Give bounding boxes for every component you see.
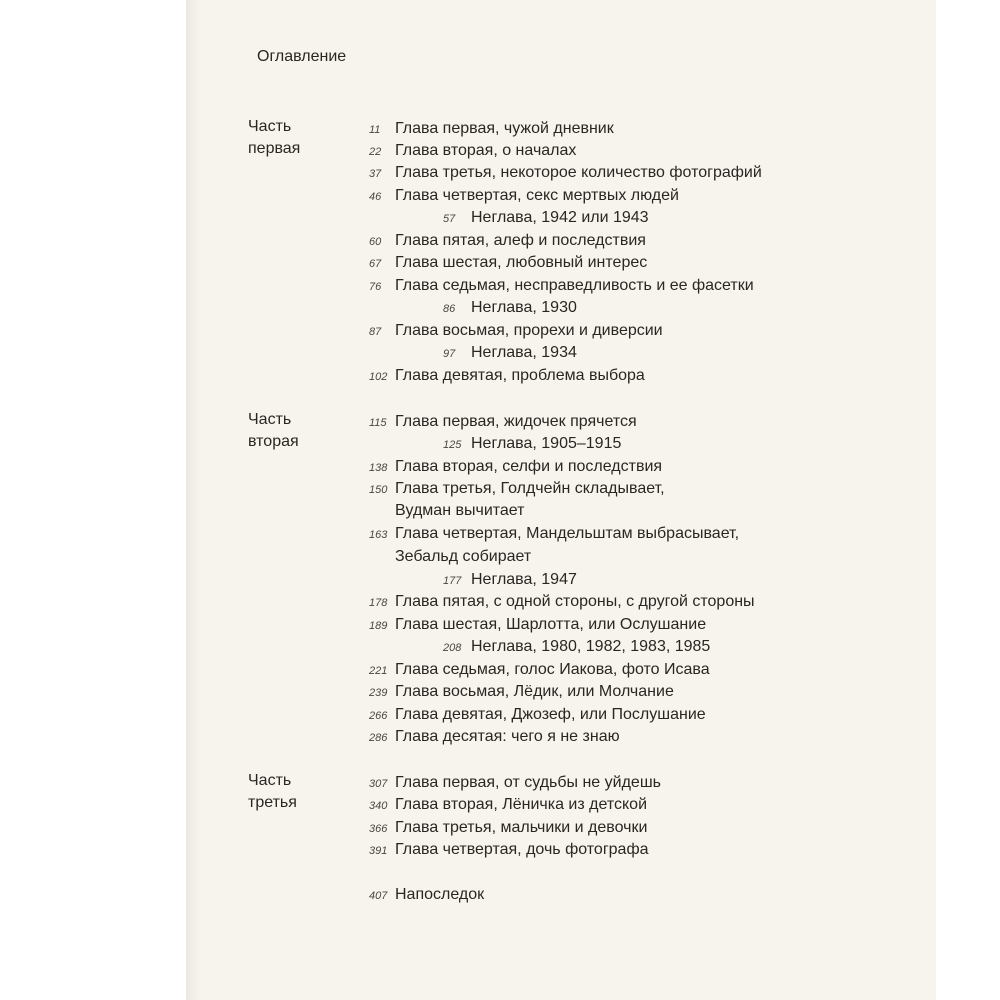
part-label-line1: Часть — [248, 118, 292, 135]
page-number: 177 — [443, 575, 462, 587]
part-3-label — [248, 770, 297, 814]
entry-text: Глава первая, жидочек прячется — [395, 413, 637, 430]
toc-entry-continuation — [395, 500, 525, 522]
page-number: 46 — [369, 191, 382, 203]
page-number: 76 — [369, 281, 382, 293]
page-number: 407 — [369, 890, 388, 902]
toc-entry — [369, 704, 706, 726]
page-number: 366 — [369, 823, 388, 835]
page-number: 178 — [369, 597, 388, 609]
entry-text: Неглава, 1942 или 1943 — [471, 209, 649, 226]
toc-entry — [369, 659, 710, 681]
page-number: 11 — [369, 124, 381, 136]
page-number: 239 — [369, 687, 388, 699]
entry-text: Глава восьмая, Лёдик, или Молчание — [395, 683, 674, 700]
entry-text: Глава вторая, Лёничка из детской — [395, 796, 647, 813]
toc-subentry — [443, 297, 577, 319]
toc-entry — [369, 365, 645, 387]
entry-text: Напоследок — [395, 886, 485, 903]
toc-entry — [369, 320, 663, 342]
entry-text: Зебальд собирает — [395, 548, 532, 565]
entry-text: Глава третья, Голдчейн складывает, — [395, 480, 665, 497]
entry-text: Глава вторая, селфи и последствия — [395, 458, 663, 475]
entry-text: Глава первая, чужой дневник — [395, 120, 614, 137]
entry-text: Глава пятая, алеф и последствия — [395, 232, 646, 249]
page-number: 286 — [369, 732, 388, 744]
entry-text: Неглава, 1905–1915 — [471, 435, 622, 452]
page-number: 97 — [443, 348, 456, 360]
toc-entry — [369, 185, 679, 207]
entry-text: Глава девятая, Джозеф, или Послушание — [395, 706, 706, 723]
toc-entry — [369, 162, 762, 184]
toc-subentry — [443, 636, 710, 658]
page-number: 266 — [369, 710, 388, 722]
entry-text: Глава восьмая, прорехи и диверсии — [395, 322, 663, 339]
entry-text: Глава первая, от судьбы не уйдешь — [395, 774, 661, 791]
toc-entry — [369, 275, 754, 297]
page-gutter-shadow — [186, 0, 200, 1000]
page-number: 22 — [369, 146, 382, 158]
toc-entry — [369, 681, 674, 703]
part-label-line2: первая — [248, 140, 301, 157]
part-label-line2: вторая — [248, 433, 299, 450]
toc-entry-continuation — [395, 546, 531, 568]
toc-entry — [369, 726, 620, 748]
toc-subentry — [443, 207, 649, 229]
page-number: 163 — [369, 529, 388, 541]
page-number: 87 — [369, 326, 382, 338]
page-number: 115 — [369, 417, 387, 429]
part-2-label — [248, 409, 299, 453]
entry-text: Глава пятая, с одной стороны, с другой стороны — [395, 593, 755, 610]
page-number: 391 — [369, 845, 388, 857]
entry-text: Вудман вычитает — [395, 502, 525, 519]
page-number: 189 — [369, 620, 388, 632]
page-number: 86 — [443, 303, 456, 315]
toc-entry — [369, 523, 739, 545]
toc-subentry — [443, 342, 577, 364]
page-number: 60 — [369, 236, 382, 248]
page-number: 37 — [369, 168, 382, 180]
toc-entry — [369, 591, 755, 613]
toc-entry-final — [369, 884, 484, 906]
toc-entry — [369, 817, 647, 839]
entry-text: Неглава, 1947 — [471, 571, 577, 588]
toc-entry — [369, 230, 646, 252]
entry-text: Глава десятая: чего я не знаю — [395, 728, 620, 745]
toc-entry — [369, 478, 665, 500]
entry-text: Глава четвертая, дочь фотографа — [395, 841, 649, 858]
page-number: 150 — [369, 484, 388, 496]
entry-text: Неглава, 1930 — [471, 299, 577, 316]
toc-entry — [369, 839, 649, 861]
entry-text: Глава седьмая, голос Иакова, фото Исава — [395, 661, 710, 678]
toc-entry — [369, 614, 706, 636]
page-number: 307 — [369, 778, 388, 790]
part-1-label — [248, 116, 300, 160]
toc-entry — [369, 772, 661, 794]
entry-text: Глава третья, мальчики и девочки — [395, 819, 648, 836]
page-number: 125 — [443, 439, 462, 451]
entry-text: Глава седьмая, несправедливость и ее фасетки — [395, 277, 754, 294]
page-number: 67 — [369, 258, 382, 270]
toc-entry — [369, 252, 647, 274]
entry-text: Глава четвертая, Мандельштам выбрасывает, — [395, 525, 740, 542]
toc-entry — [369, 411, 637, 433]
page-number: 221 — [369, 665, 388, 677]
toc-entry — [369, 140, 576, 162]
page-number: 138 — [369, 462, 388, 474]
page-number: 102 — [369, 371, 388, 383]
page-number: 57 — [443, 213, 456, 225]
entry-text: Глава шестая, Шарлотта, или Ослушание — [395, 616, 707, 633]
page-number: 208 — [443, 642, 462, 654]
page-number: 340 — [369, 800, 388, 812]
entry-text: Глава шестая, любовный интерес — [395, 254, 648, 271]
toc-subentry — [443, 569, 577, 591]
toc-entry — [369, 118, 614, 140]
toc-entry — [369, 456, 662, 478]
toc-subentry — [443, 433, 621, 455]
entry-text: Глава вторая, о началах — [395, 142, 577, 159]
toc-title: Оглавление — [257, 48, 347, 65]
part-label-line1: Часть — [248, 411, 292, 428]
entry-text: Неглава, 1934 — [471, 344, 577, 361]
toc-entry — [369, 794, 647, 816]
entry-text: Глава девятая, проблема выбора — [395, 367, 645, 384]
part-label-line1: Часть — [248, 772, 292, 789]
entry-text: Неглава, 1980, 1982, 1983, 1985 — [471, 638, 711, 655]
part-label-line2: третья — [248, 794, 297, 811]
entry-text: Глава четвертая, секс мертвых людей — [395, 187, 679, 204]
entry-text: Глава третья, некоторое количество фотографий — [395, 164, 762, 181]
